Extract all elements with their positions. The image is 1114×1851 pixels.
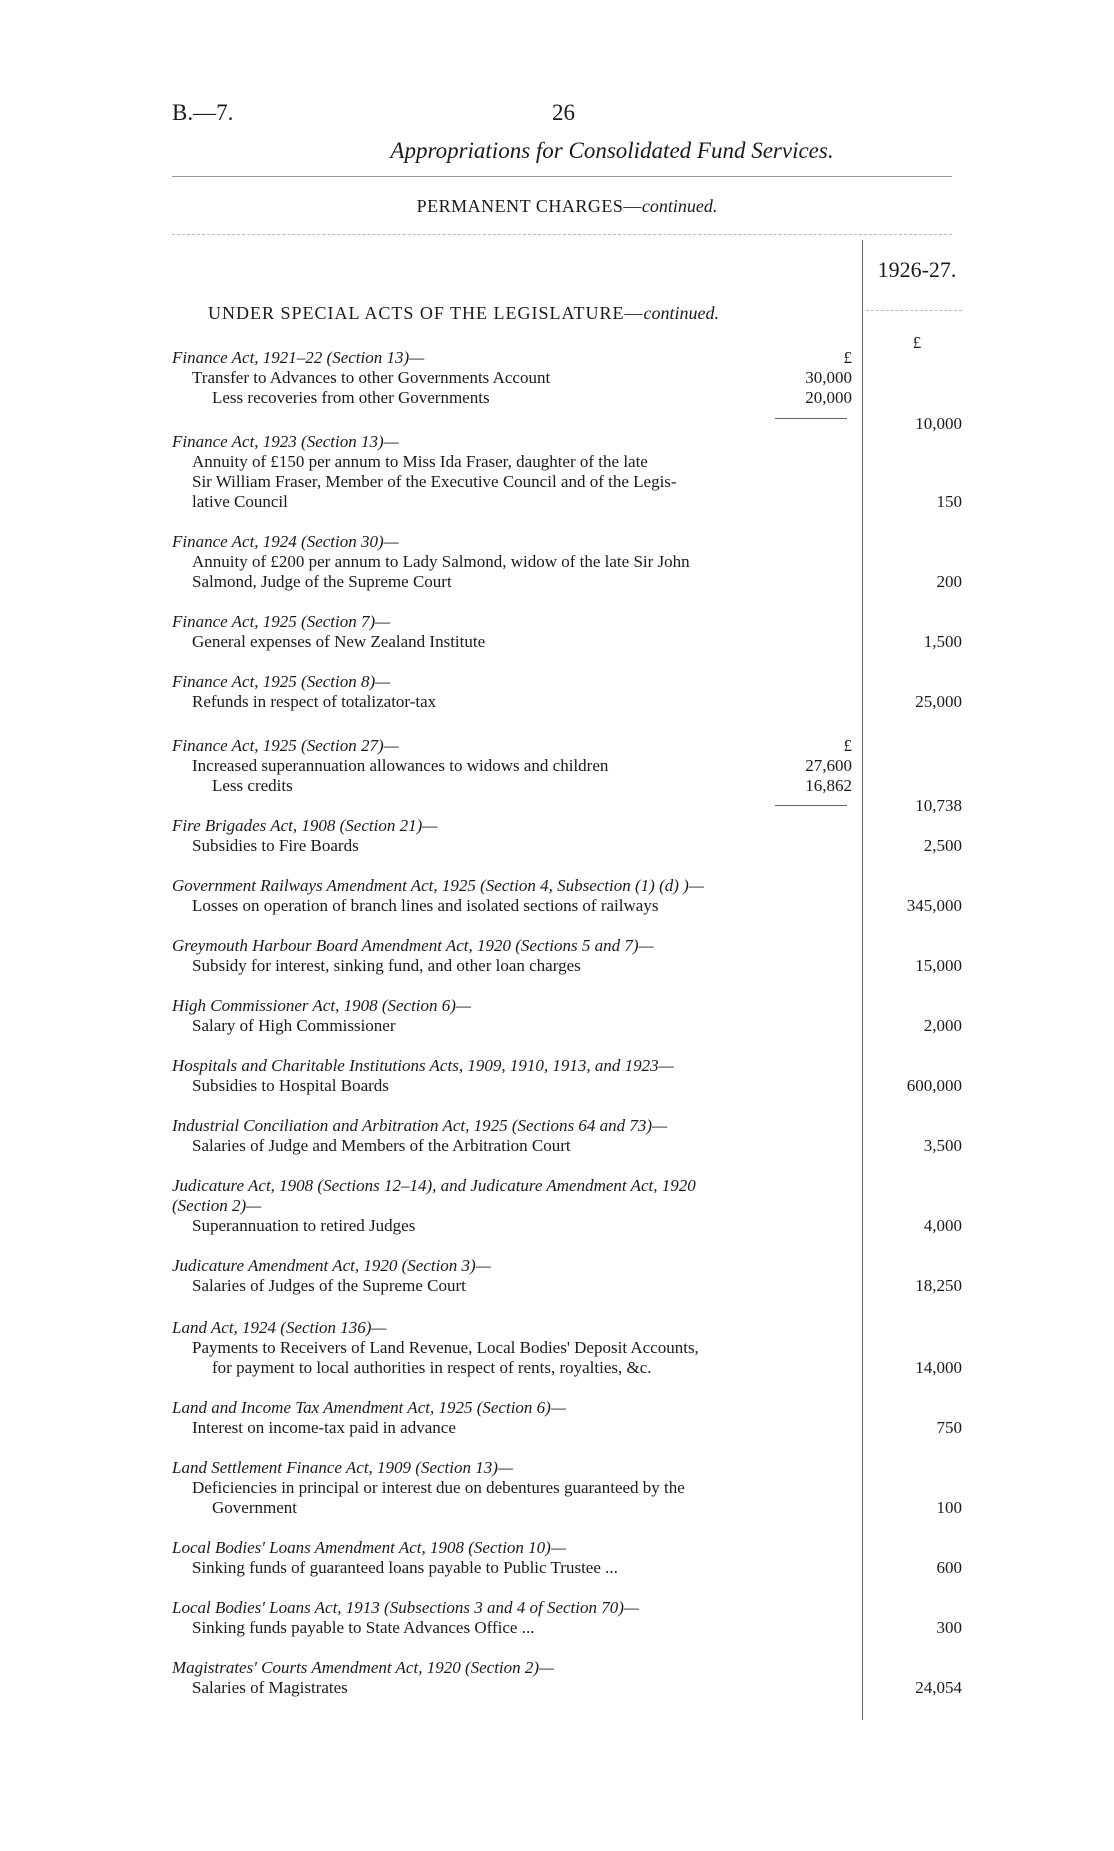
- subtotal-rule: [775, 805, 847, 806]
- entry-line: Annuity of £150 per annum to Miss Ida Fraser, daughter of the late: [192, 452, 648, 471]
- amount: 200: [936, 572, 962, 591]
- amount: 750: [936, 1418, 962, 1437]
- appropriation-entry: [172, 1176, 852, 1236]
- appropriation-entry: [172, 1658, 852, 1698]
- entry-line: Payments to Receivers of Land Revenue, Local Bodies' Deposit Accounts,: [192, 1338, 699, 1357]
- appropriation-entry: [172, 348, 852, 408]
- entry-line: Subsidy for interest, sinking fund, and other loan charges: [192, 956, 581, 975]
- act-title: Judicature Act, 1908 (Sections 12–14), and Judicature Amendment Act, 1920: [172, 1176, 696, 1195]
- sub-currency: £: [843, 736, 852, 755]
- amount: 150: [936, 492, 962, 511]
- appropriation-entry: [172, 1056, 852, 1096]
- entry-line: for payment to local authorities in respect of rents, royalties, &c.: [212, 1358, 652, 1377]
- entry-line: Annuity of £200 per annum to Lady Salmond, widow of the late Sir John: [192, 552, 690, 571]
- appropriation-entry: [172, 1458, 852, 1518]
- appropriation-entry: [172, 1538, 852, 1578]
- appropriation-entry: [172, 816, 852, 856]
- act-title: Local Bodies' Loans Act, 1913 (Subsections 3 and 4 of Section 70)—: [172, 1598, 640, 1617]
- act-title: Magistrates' Courts Amendment Act, 1920 (Section 2)—: [172, 1658, 555, 1677]
- appropriation-entry: [172, 1256, 852, 1296]
- act-title: Land and Income Tax Amendment Act, 1925 (Section 6)—: [172, 1398, 566, 1417]
- amount: 1,500: [923, 632, 962, 651]
- sub-amount: 27,600: [805, 756, 852, 775]
- entry-line: Salmond, Judge of the Supreme Court: [192, 572, 452, 591]
- amount: 600: [936, 1558, 962, 1577]
- act-title: Local Bodies' Loans Amendment Act, 1908 (Section 10)—: [172, 1538, 566, 1557]
- entry-line: lative Council: [192, 492, 288, 511]
- sub-amount: 30,000: [805, 368, 852, 387]
- act-title: Finance Act, 1925 (Section 27)—: [172, 736, 399, 755]
- act-title: Finance Act, 1921–22 (Section 13)—: [172, 348, 425, 367]
- sub-amount: 16,862: [805, 776, 852, 795]
- appropriation-entry: [172, 736, 852, 796]
- act-title: Government Railways Amendment Act, 1925 (Section 4, Subsection (1) (d) )—: [172, 876, 704, 895]
- act-title-continued: (Section 2)—: [172, 1196, 262, 1215]
- act-title: Land Settlement Finance Act, 1909 (Section 13)—: [172, 1458, 514, 1477]
- amount: 10,738: [915, 796, 962, 815]
- act-title: Finance Act, 1924 (Section 30)—: [172, 532, 399, 551]
- entry-line: Government: [212, 1498, 297, 1517]
- amount: 10,000: [915, 414, 962, 433]
- entry-line: Less recoveries from other Governments 20,000: [212, 388, 852, 407]
- entry-line: Interest on income-tax paid in advance: [192, 1418, 456, 1437]
- amount: 345,000: [906, 896, 962, 915]
- entry-line: Sinking funds of guaranteed loans payable to Public Trustee ...: [192, 1558, 618, 1577]
- amount: 100: [936, 1498, 962, 1517]
- entry-line: Salaries of Judge and Members of the Arbitration Court: [192, 1136, 571, 1155]
- document-code: B.—7.: [172, 100, 234, 125]
- amount: 2,000: [923, 1016, 962, 1035]
- act-title: High Commissioner Act, 1908 (Section 6)—: [172, 996, 472, 1015]
- entry-line: Deficiencies in principal or interest due on debentures guaranteed by the: [192, 1478, 685, 1497]
- entry-line: Subsidies to Hospital Boards: [192, 1076, 389, 1095]
- act-title: Fire Brigades Act, 1908 (Section 21)—: [172, 816, 438, 835]
- appropriation-entry: [172, 432, 852, 512]
- currency-column-label: £: [912, 333, 922, 352]
- amount: 300: [936, 1618, 962, 1637]
- appropriation-entry: [172, 1318, 852, 1378]
- year-column-header: 1926-27.: [877, 257, 957, 282]
- act-title: Finance Act, 1923 (Section 13)—: [172, 432, 399, 451]
- amount: 15,000: [915, 956, 962, 975]
- appropriation-entry: [172, 876, 852, 916]
- act-title: Finance Act, 1925 (Section 7)—: [172, 612, 391, 631]
- entry-line: Sir William Fraser, Member of the Executive Council and of the Legis-: [192, 472, 677, 491]
- appropriation-entry: [172, 532, 852, 592]
- entry-line: Salaries of Magistrates: [192, 1678, 348, 1697]
- amount: 600,000: [906, 1076, 962, 1095]
- amount: 25,000: [915, 692, 962, 711]
- entry-line: Superannuation to retired Judges: [192, 1216, 416, 1235]
- act-title: Greymouth Harbour Board Amendment Act, 1920 (Sections 5 and 7)—: [172, 936, 654, 955]
- entry-line: Less credits 16,862: [212, 776, 852, 795]
- entry-line: Sinking funds payable to State Advances Office ...: [192, 1618, 535, 1637]
- appropriation-entry: [172, 612, 852, 652]
- amount: 24,054: [915, 1678, 962, 1697]
- act-title: Finance Act, 1925 (Section 8)—: [172, 672, 391, 691]
- entry-line: Increased superannuation allowances to widows and children 27,600 £: [192, 736, 852, 775]
- appropriation-entry: [172, 1398, 852, 1438]
- sub-amount: 20,000: [805, 388, 852, 407]
- entry-line: Refunds in respect of totalizator-tax: [192, 692, 437, 711]
- title-rule: [172, 176, 952, 177]
- act-title: Judicature Amendment Act, 1920 (Section 3)—: [172, 1256, 491, 1275]
- entry-line: Salaries of Judges of the Supreme Court: [192, 1276, 466, 1295]
- subtotal-rule: [775, 418, 847, 419]
- page-subtitle: PERMANENT CHARGES—continued.: [416, 196, 718, 216]
- sub-currency: £: [843, 348, 852, 367]
- act-title: Industrial Conciliation and Arbitration Act, 1925 (Sections 64 and 73)—: [172, 1116, 668, 1135]
- act-title: Land Act, 1924 (Section 136)—: [172, 1318, 387, 1337]
- page-number: 26: [552, 100, 575, 125]
- amount: 14,000: [915, 1358, 962, 1377]
- entry-line: Subsidies to Fire Boards: [192, 836, 359, 855]
- entry-line: Salary of High Commissioner: [192, 1016, 396, 1035]
- appropriation-entry: [172, 936, 852, 976]
- section-heading: UNDER SPECIAL ACTS OF THE LEGISLATURE—continued.: [208, 303, 720, 323]
- year-header-rule: [866, 310, 962, 311]
- amount: 2,500: [923, 836, 962, 855]
- appropriation-entry: [172, 996, 852, 1036]
- page-title: Appropriations for Consolidated Fund Services.: [390, 138, 834, 163]
- amount: 18,250: [915, 1276, 962, 1295]
- appropriation-entry: [172, 1598, 852, 1638]
- entry-line: Losses on operation of branch lines and isolated sections of railways: [192, 896, 659, 915]
- appropriation-entry: [172, 672, 852, 712]
- entry-line: General expenses of New Zealand Institute: [192, 632, 486, 651]
- entry-line: Transfer to Advances to other Governments Account 30,000 £: [192, 348, 852, 387]
- appropriation-entry: [172, 1116, 852, 1156]
- act-title: Hospitals and Charitable Institutions Acts, 1909, 1910, 1913, and 1923—: [172, 1056, 674, 1075]
- subtitle-rule: [172, 234, 952, 235]
- amount: 3,500: [923, 1136, 962, 1155]
- amount: 4,000: [923, 1216, 962, 1235]
